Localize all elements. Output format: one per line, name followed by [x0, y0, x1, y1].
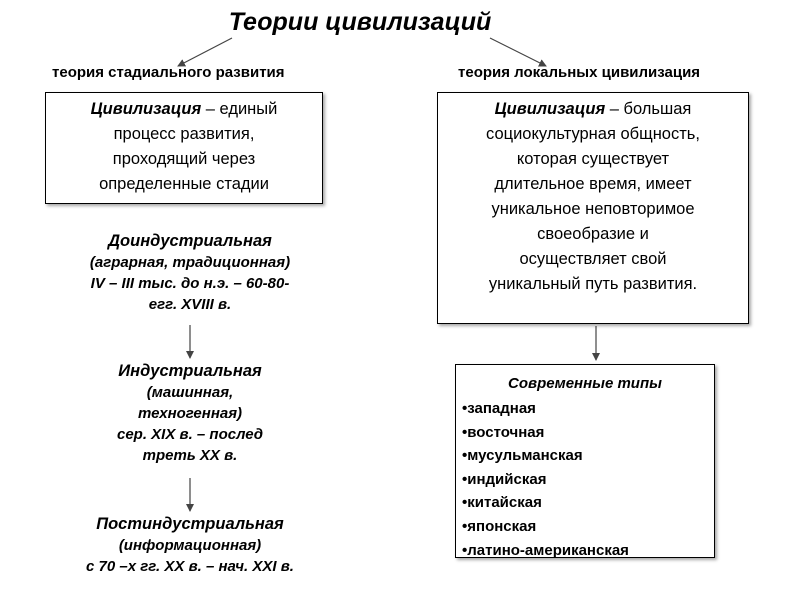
stage-detail: IV – III тыс. до н.э. – 60-80-	[90, 275, 290, 292]
definition-term: Цивилизация	[494, 100, 606, 118]
list-item: •мусульманская	[462, 447, 583, 465]
list-item: •китайская	[462, 494, 542, 512]
stage-detail: (информационная)	[118, 537, 262, 554]
modern-types-title: Современные типы	[508, 375, 662, 392]
stage-postindustrial	[30, 513, 350, 577]
stage-name: Индустриальная	[118, 362, 262, 380]
page-title: Теории цивилизаций	[228, 8, 492, 36]
definition-line: процесс развития,	[113, 125, 255, 143]
stage-name: Доиндустриальная	[108, 232, 272, 250]
definition-line: социокультурная общность,	[486, 125, 700, 143]
definition-text: – единый	[201, 100, 278, 118]
stage-detail: сер. XIX в. – послед	[116, 426, 264, 443]
definition-text: – большая	[605, 100, 692, 118]
list-item: •латино-американская	[462, 541, 629, 559]
modern-types-box	[455, 364, 715, 558]
stage-detail: егг. XVIII в.	[148, 296, 232, 313]
definition-line: длительное время, имеет	[494, 175, 692, 193]
local-definition-box	[437, 92, 749, 324]
stage-detail: треть XX в.	[142, 447, 238, 464]
title-to-left-branch-arrow	[178, 38, 232, 66]
definition-line: проходящий через	[112, 150, 256, 168]
definition-line: уникальное неповторимое	[491, 200, 695, 218]
definition-line: которая существует	[516, 150, 670, 168]
right-branch-title: теория локальных цивилизация	[458, 64, 701, 81]
definition-line: своеобразие и	[537, 225, 649, 243]
definition-line: определенные стадии	[99, 175, 269, 193]
stage-detail: техногенная)	[137, 405, 243, 422]
stage-detail: с 70 –х гг. XX в. – нач. XXI в.	[86, 558, 294, 575]
stage-detail: (машинная,	[146, 384, 234, 401]
stage-preindustrial	[30, 230, 350, 315]
definition-line: уникальный путь развития.	[488, 275, 698, 293]
list-item: •восточная	[462, 423, 545, 441]
definition-line	[444, 97, 742, 122]
list-item: •японская	[462, 517, 537, 535]
definition-term: Цивилизация	[90, 100, 202, 118]
list-item: •индийская	[462, 470, 547, 488]
list-item: •западная	[462, 400, 536, 417]
stage-name: Постиндустриальная	[96, 515, 284, 533]
stadial-definition-box	[45, 92, 323, 204]
definition-line	[52, 97, 316, 122]
left-branch-title: теория стадиального развития	[52, 64, 285, 81]
title-to-right-branch-arrow	[490, 38, 546, 66]
stage-industrial	[30, 360, 350, 466]
definition-line: осуществляет свой	[519, 250, 667, 268]
stage-detail: (аграрная, традиционная)	[89, 254, 291, 271]
